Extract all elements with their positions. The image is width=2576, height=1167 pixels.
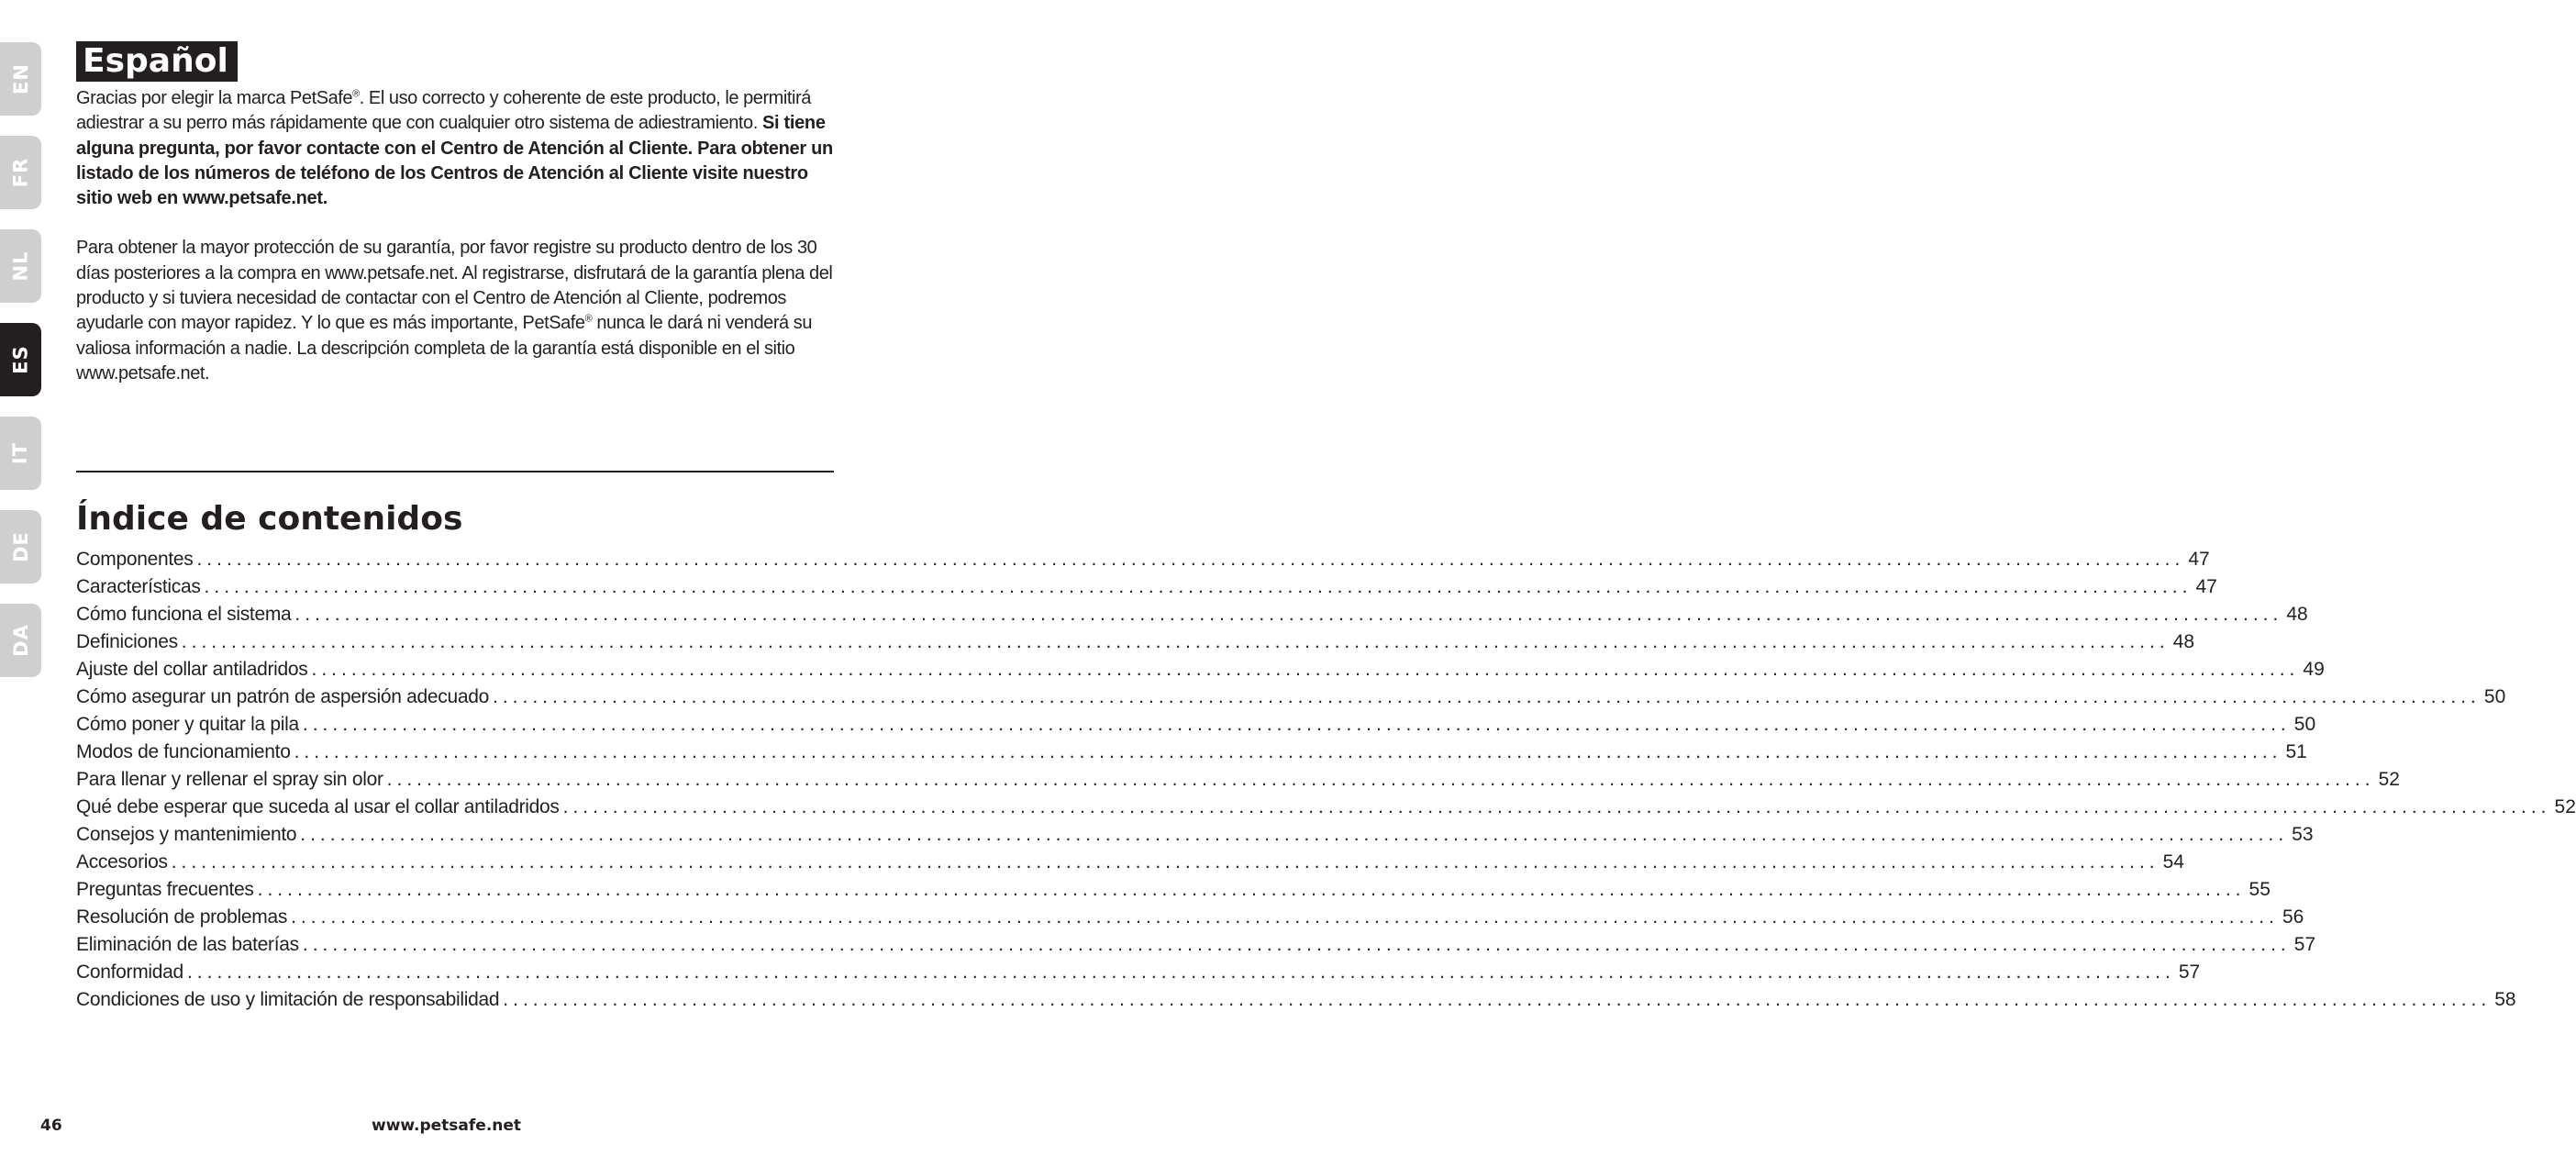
toc-entry-page: 51 bbox=[2285, 741, 2307, 762]
toc-entry bbox=[76, 904, 2304, 931]
registered-mark: ® bbox=[352, 88, 360, 100]
toc-entry bbox=[76, 711, 2316, 739]
toc-leader-dots: ........................................................................................................................................................................................................ bbox=[257, 879, 2246, 900]
toc-title: Índice de contenidos bbox=[76, 500, 463, 538]
toc-entry-label: Preguntas frecuentes bbox=[76, 879, 254, 900]
toc-entry-page: 54 bbox=[2162, 851, 2184, 872]
divider bbox=[76, 471, 834, 472]
lang-tab-en[interactable] bbox=[0, 42, 41, 116]
toc-leader-dots: ........................................................................................................................................................................................................ bbox=[291, 906, 2279, 928]
lang-tab-label: FR bbox=[9, 157, 32, 188]
table-of-contents bbox=[76, 546, 2576, 1014]
toc-leader-dots: ........................................................................................................................................................................................................ bbox=[204, 576, 2193, 597]
toc-entry bbox=[76, 656, 2325, 684]
toc-entry bbox=[76, 931, 2316, 959]
lang-tab-fr[interactable] bbox=[0, 136, 41, 209]
toc-entry-page: 48 bbox=[2286, 604, 2308, 625]
toc-entry-label: Qué debe esperar que suceda al usar el collar antiladridos bbox=[76, 796, 560, 817]
toc-entry bbox=[76, 849, 2184, 876]
toc-entry bbox=[76, 684, 2506, 711]
toc-leader-dots: ........................................................................................................................................................................................................ bbox=[302, 934, 2291, 955]
intro-paragraph-1 bbox=[76, 86, 847, 211]
toc-leader-dots: ........................................................................................................................................................................................................ bbox=[181, 631, 2170, 652]
toc-leader-dots: ........................................................................................................................................................................................................ bbox=[186, 961, 2175, 983]
toc-leader-dots: ........................................................................................................................................................................................................ bbox=[492, 686, 2481, 707]
toc-entry bbox=[76, 986, 2516, 1014]
toc-leader-dots: ........................................................................................................................................................................................................ bbox=[302, 714, 2291, 735]
toc-leader-dots: ........................................................................................................................................................................................................ bbox=[294, 604, 2283, 625]
toc-leader-dots: ........................................................................................................................................................................................................ bbox=[196, 549, 2185, 570]
lang-tab-es[interactable] bbox=[0, 323, 41, 396]
toc-entry-page: 48 bbox=[2172, 631, 2195, 652]
toc-entry-page: 47 bbox=[2195, 576, 2217, 597]
toc-leader-dots: ........................................................................................................................................................................................................ bbox=[171, 851, 2160, 872]
toc-entry bbox=[76, 573, 2217, 601]
toc-entry-label: Cómo asegurar un patrón de aspersión adecuado bbox=[76, 686, 489, 707]
toc-entry-page: 52 bbox=[2378, 769, 2400, 790]
lang-tab-da[interactable] bbox=[0, 604, 41, 677]
toc-entry bbox=[76, 794, 2576, 821]
toc-entry-page: 50 bbox=[2293, 714, 2316, 735]
toc-entry-label: Condiciones de uso y limitación de responsabilidad bbox=[76, 989, 500, 1010]
toc-entry-label: Cómo funciona el sistema bbox=[76, 604, 292, 625]
lang-tab-label: NL bbox=[9, 250, 32, 282]
toc-entry-label: Accesorios bbox=[76, 851, 168, 872]
toc-entry-page: 53 bbox=[2292, 824, 2314, 845]
toc-entry-page: 52 bbox=[2554, 796, 2576, 817]
toc-entry-label: Conformidad bbox=[76, 961, 183, 983]
intro-paragraph-2 bbox=[76, 236, 847, 386]
toc-entry-label: Consejos y mantenimiento bbox=[76, 824, 297, 845]
lang-tab-de[interactable] bbox=[0, 510, 41, 584]
intro-text-span: . El uso correcto y coherente de este producto, le permitirá adiestrar a su perro más rápidamente que con cualquier otro sistema de adiestramiento. bbox=[76, 88, 811, 134]
lang-tab-it[interactable] bbox=[0, 417, 41, 490]
section-heading: Español bbox=[76, 41, 238, 82]
toc-entry-label: Ajuste del collar antiladridos bbox=[76, 659, 308, 680]
toc-entry-page: 58 bbox=[2494, 989, 2516, 1010]
toc-entry-label: Definiciones bbox=[76, 631, 178, 652]
toc-entry bbox=[76, 876, 2271, 904]
toc-entry bbox=[76, 766, 2400, 794]
toc-entry-label: Modos de funcionamiento bbox=[76, 741, 291, 762]
toc-entry-label: Resolución de problemas bbox=[76, 906, 288, 928]
toc-entry-page: 55 bbox=[2248, 879, 2271, 900]
toc-leader-dots: ........................................................................................................................................................................................................ bbox=[300, 824, 2289, 845]
toc-entry-label: Características bbox=[76, 576, 201, 597]
toc-entry bbox=[76, 628, 2195, 656]
toc-leader-dots: ........................................................................................................................................................................................................ bbox=[311, 659, 2300, 680]
intro-text-span: Gracias por elegir la marca PetSafe bbox=[76, 88, 353, 108]
lang-tab-label: IT bbox=[9, 441, 32, 465]
toc-leader-dots: ........................................................................................................................................................................................................ bbox=[562, 796, 2551, 817]
intro-bold-text: Si tiene alguna pregunta, por favor contacte con el Centro de Atención al Cliente. Para obtener un listado de los números de teléfono de los Centros de Atención al Cliente visite nuestro sitio web en www.petsafe.net. bbox=[76, 113, 833, 209]
toc-entry bbox=[76, 739, 2307, 766]
toc-leader-dots: ........................................................................................................................................................................................................ bbox=[294, 741, 2282, 762]
toc-entry bbox=[76, 959, 2201, 986]
lang-tab-label: DE bbox=[9, 531, 32, 562]
intro-text bbox=[76, 86, 847, 386]
toc-entry-label: Para llenar y rellenar el spray sin olor bbox=[76, 769, 383, 790]
toc-leader-dots: ........................................................................................................................................................................................................ bbox=[386, 769, 2375, 790]
toc-entry-page: 57 bbox=[2178, 961, 2201, 983]
lang-tab-nl[interactable] bbox=[0, 229, 41, 303]
lang-tab-label: ES bbox=[9, 345, 32, 374]
toc-entry-label: Eliminación de las baterías bbox=[76, 934, 299, 955]
toc-entry-page: 50 bbox=[2483, 686, 2506, 707]
lang-tab-label: EN bbox=[9, 63, 32, 94]
toc-entry-label: Componentes bbox=[76, 549, 194, 570]
lang-tab-label: DA bbox=[9, 624, 32, 657]
toc-entry bbox=[76, 601, 2308, 628]
toc-entry-page: 49 bbox=[2303, 659, 2325, 680]
toc-entry bbox=[76, 821, 2314, 849]
intro-text-span: Para obtener la mayor protección de su garantía, por favor registre su producto dentro de los 30 días posteriores a la compra en www.petsafe.net. Al registrarse, disfrutará de la garantía plena del producto y si tuviera necesidad de contactar con el Centro de Atención al Cliente, podremos ayudarle con mayor rapidez. Y lo que es más importante, PetSafe bbox=[76, 238, 833, 334]
toc-entry bbox=[76, 546, 2210, 573]
toc-leader-dots: ........................................................................................................................................................................................................ bbox=[503, 989, 2492, 1010]
toc-entry-page: 57 bbox=[2293, 934, 2316, 955]
registered-mark: ® bbox=[584, 313, 593, 325]
intro-text-span: nunca le dará ni venderá su valiosa información a nadie. La descripción completa de la garantía está disponible en el sitio www.petsafe.net. bbox=[76, 313, 813, 383]
toc-entry-page: 47 bbox=[2188, 549, 2210, 570]
page-number: 46 bbox=[40, 1117, 62, 1135]
toc-entry-page: 56 bbox=[2282, 906, 2304, 928]
toc-entry-label: Cómo poner y quitar la pila bbox=[76, 714, 299, 735]
footer-url: www.petsafe.net bbox=[372, 1117, 522, 1135]
